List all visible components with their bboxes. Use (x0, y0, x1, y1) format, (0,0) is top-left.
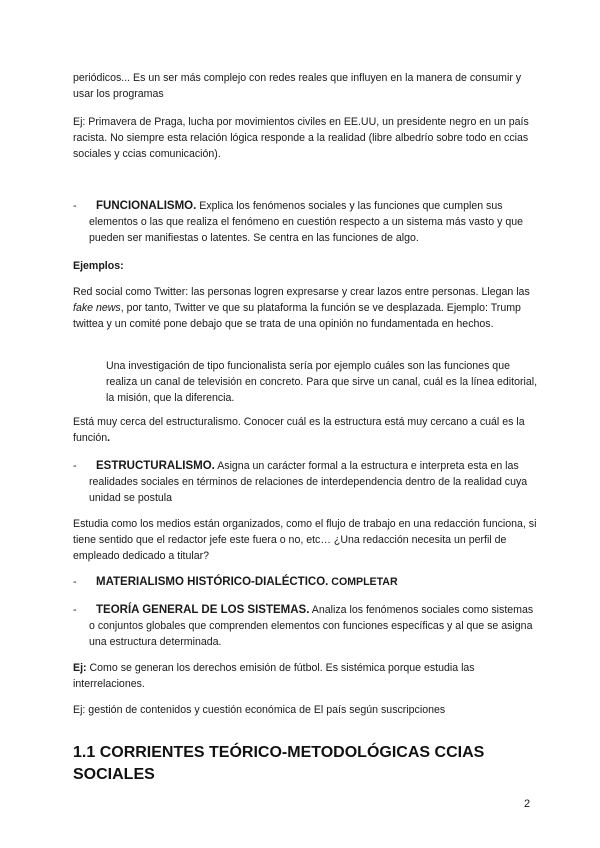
funcionalismo-item (89, 198, 541, 246)
paragraph-twitter: Red social como Twitter: las personas logren expresarse y crear lazos entre personas. Llegan las fake news, por tanto, Twitter ve que su plataforma la función se ve desplazada. Ejemplo: Trump twittea y un comité pone debajo que se trata de una opinión no fundamentada en hechos. (73, 286, 530, 330)
quote-block: Una investigación de tipo funcionalista sería por ejemplo cuáles son las funciones que realiza un canal de televisión en concreto. Para que sirve un canal, cuál es la línea editorial, la misión, que la diferencia. (106, 360, 538, 404)
page-number: 2 (524, 798, 531, 810)
funcionalismo-text: Explica los fenómenos sociales y las funciones que cumplen sus elementos o las que realiza el fenómeno en cuestión respecto a un sistema más vasto y que pueden ser manifiestas o latentes. Se centra en las funciones de algo. (89, 200, 524, 244)
teoria-sistemas-text: Analiza los fenómenos sociales como sistemas o conjuntos globales que comprenden elementos con funciones específicas y al que se asigna una estructura determinada. (89, 604, 534, 648)
teoria-sistemas-term: TEORÍA GENERAL DE LOS SISTEMAS. (96, 604, 310, 616)
materialismo-item (89, 574, 541, 590)
bullet-dash: - (73, 576, 77, 588)
bullet-dash: - (73, 460, 77, 472)
estructuralismo-term: ESTRUCTURALISMO. (96, 460, 215, 472)
teoria-sistemas-item (89, 602, 541, 650)
fake-news-text: fake news (73, 302, 121, 314)
completar-note: COMPLETAR (331, 576, 398, 588)
bullet-dash: - (73, 604, 77, 616)
paragraph-ej-futbol: Ej: Como se generan los derechos emisión de fútbol. Es sistémica porque estudia las interrelaciones. (73, 662, 475, 690)
paragraph-ej-pais: Ej: gestión de contenidos y cuestión económica de El país según suscripciones (73, 704, 446, 716)
materialismo-term: MATERIALISMO HISTÓRICO-DIALÉCTICO. (96, 576, 329, 588)
paragraph-estructuralismo-cerca: Está muy cerca del estructuralismo. Conocer cuál es la estructura está muy cercano a cuál es la función. (73, 416, 525, 444)
paragraph-example-praga: Ej: Primavera de Praga, lucha por movimientos civiles en EE.UU, un presidente negro en un país racista. No siempre esta relación lógica responde a la realidad (libre albedrío sobre todo en ccias sociales y ccias comunicación). (73, 116, 529, 160)
section-heading: 1.1 CORRIENTES TEÓRICO-METODOLÓGICAS CCIAS SOCIALES (73, 744, 485, 783)
bullet-dash: - (73, 200, 77, 212)
estructuralismo-text: Asigna un carácter formal a la estructura e interpreta esta en las realidades sociales en términos de relaciones de interdependencia dentro de la realidad cuya unidad se postula (89, 460, 528, 504)
estructuralismo-item (89, 458, 541, 506)
ejemplos-label: Ejemplos: (73, 260, 124, 272)
paragraph-estudia: Estudia como los medios están organizados, como el flujo de trabajo en una redacción funciona, si tiene sentido que el redactor jefe este fuera o no, etc… ¿Una redacción necesita un perfil de empleado dedicado a titular? (73, 518, 537, 562)
paragraph-intro: periódicos... Es un ser más complejo con redes reales que influyen en la manera de consumir y usar los programas (73, 72, 522, 100)
funcionalismo-term: FUNCIONALISMO. (96, 200, 197, 212)
